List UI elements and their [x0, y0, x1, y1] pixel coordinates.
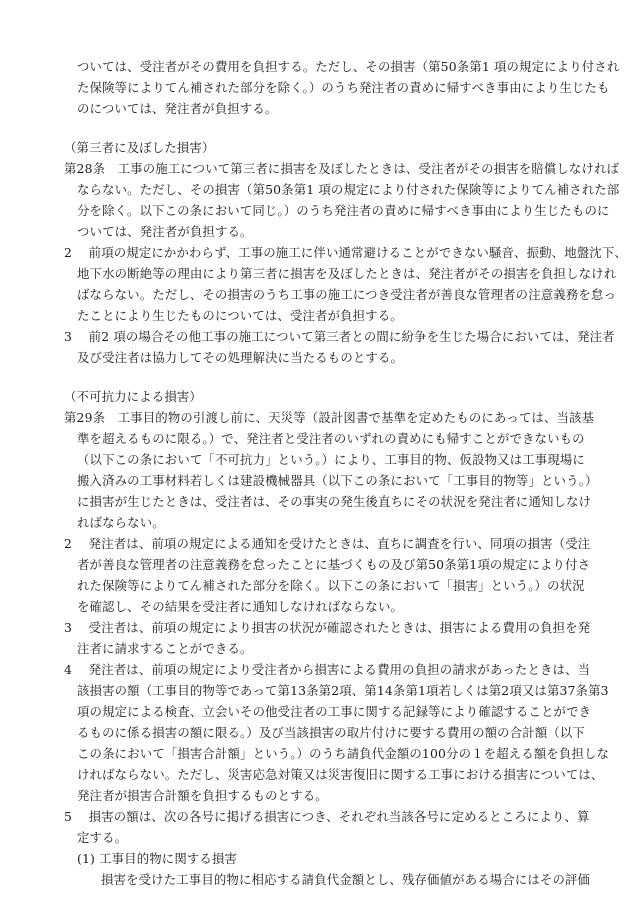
- text-line: 発注者が損害合計額を負担するものとする。: [77, 788, 328, 803]
- text-line: 搬入済みの工事材料若しくは建設機械器具（以下この条において「工事目的物等」という。）: [77, 473, 598, 488]
- text-line: ついては、受注者がその費用を負担する。ただし、その損害（第50条第1 項の規定により付され: [77, 59, 620, 74]
- text-line: 該損害の額（工事目的物等であって第13条第2項、第14条第1項若しくは第2項又は第37条第3: [77, 683, 609, 698]
- text-line: 3 受注者は、前項の規定により損害の状況が確認されたときは、損害による費用の負担を発: [64, 620, 591, 635]
- text-line: 分を除く。以下この条において同じ。）のうち発注者の責めに帰すべき事由により生じたものに: [77, 203, 610, 218]
- text-line: に損害が生じたときは、受注者は、その事実の発生後直ちにその状況を発注者に通知しなけ: [77, 494, 592, 509]
- text-line: ければならない。ただし、災害応急対策又は災害復旧に関する工事における損害については、: [77, 767, 604, 782]
- text-line: ついては、発注者が負担する。: [77, 224, 253, 239]
- text-line: 項の規定による検査、立会いその他受注者の工事に関する記録等により確認することができ: [77, 704, 592, 719]
- text-line: のについては、発注者が負担する。: [77, 101, 278, 116]
- text-line: 2 発注者は、前項の規定による通知を受けたときは、直ちに調査を行い、同項の損害（受注: [64, 536, 591, 551]
- text-line: 第28条 工事の施工について第三者に損害を及ぼしたときは、受注者がその損害を賠償しなければ: [64, 161, 620, 176]
- text-line: 3 前2 項の場合その他工事の施工について第三者との間に紛争を生じた場合においては、発注者: [64, 329, 615, 344]
- text-line: 5 損害の額は、次の各号に掲げる損害につき、それぞれ当該各号に定めるところにより、算: [64, 809, 590, 824]
- text-line: たことにより生じたものについては、受注者が負担する。: [77, 308, 403, 323]
- text-line: （以下この条において「不可抗力」という。）により、工事目的物、仮設物又は工事現場に: [77, 452, 585, 467]
- text-line: 準を超えるものに限る。）で、発注者と受注者のいずれの責めにも帰すことができないもの: [77, 431, 585, 446]
- text-line: 2 前項の規定にかかわらず、工事の施工に伴い通常避けることができない騒音、振動、地盤沈下、: [64, 245, 627, 260]
- text-line: 及び受注者は協力してその処理解決に当たるものとする。: [77, 350, 404, 365]
- text-line: 者が善良な管理者の注意義務を怠ったことに基づくもの及び第50条第1項の規定により付さ: [77, 557, 591, 572]
- text-line: (1) 工事目的物に関する損害: [77, 851, 238, 866]
- text-line: を確認し、その結果を受注者に通知しなければならない。: [77, 599, 404, 614]
- text-line: た保険等によりてん補された部分を除く。）のうち発注者の責めに帰すべき事由により生じたも: [77, 80, 610, 95]
- text-line: るものに係る損害の額に限る。）及び当該損害の取片付けに要する費用の額の合計額（以下: [77, 725, 585, 740]
- text-line: 4 発注者は、前項の規定により受注者から損害による費用の負担の請求があったときは、当: [64, 662, 591, 677]
- text-line: ならない。ただし、その損害（第50条第1 項の規定により付された保険等によりてん補された部: [77, 182, 620, 197]
- text-line: 損害を受けた工事目的物に相応する請負代金額とし、残存価値がある場合にはその評価: [101, 872, 591, 887]
- text-line: （第三者に及ぼした損害）: [64, 140, 215, 155]
- text-line: ばならない。ただし、その損害のうち工事の施工につき受注者が善良な管理者の注意義務を怠っ: [77, 287, 616, 302]
- text-line: れた保険等によりてん補された部分を除く。以下この条において「損害」という。）の状況: [77, 578, 585, 593]
- text-line: ればならない。: [77, 515, 165, 530]
- text-line: 第29条 工事目的物の引渡し前に、天災等（設計図書で基準を定めたものにあっては、当該基: [64, 410, 595, 425]
- text-line: 地下水の断絶等の理由により第三者に損害を及ぼしたときは、発注者がその損害を負担しなけれ: [77, 266, 617, 281]
- text-line: 注者に請求することができる。: [77, 641, 253, 656]
- text-line: 定する。: [77, 830, 128, 845]
- text-line: この条において「損害合計額」という。）のうち請負代金額の100分の１を超える額を負担しな: [77, 746, 610, 761]
- text-line: （不可抗力による損害）: [64, 389, 202, 404]
